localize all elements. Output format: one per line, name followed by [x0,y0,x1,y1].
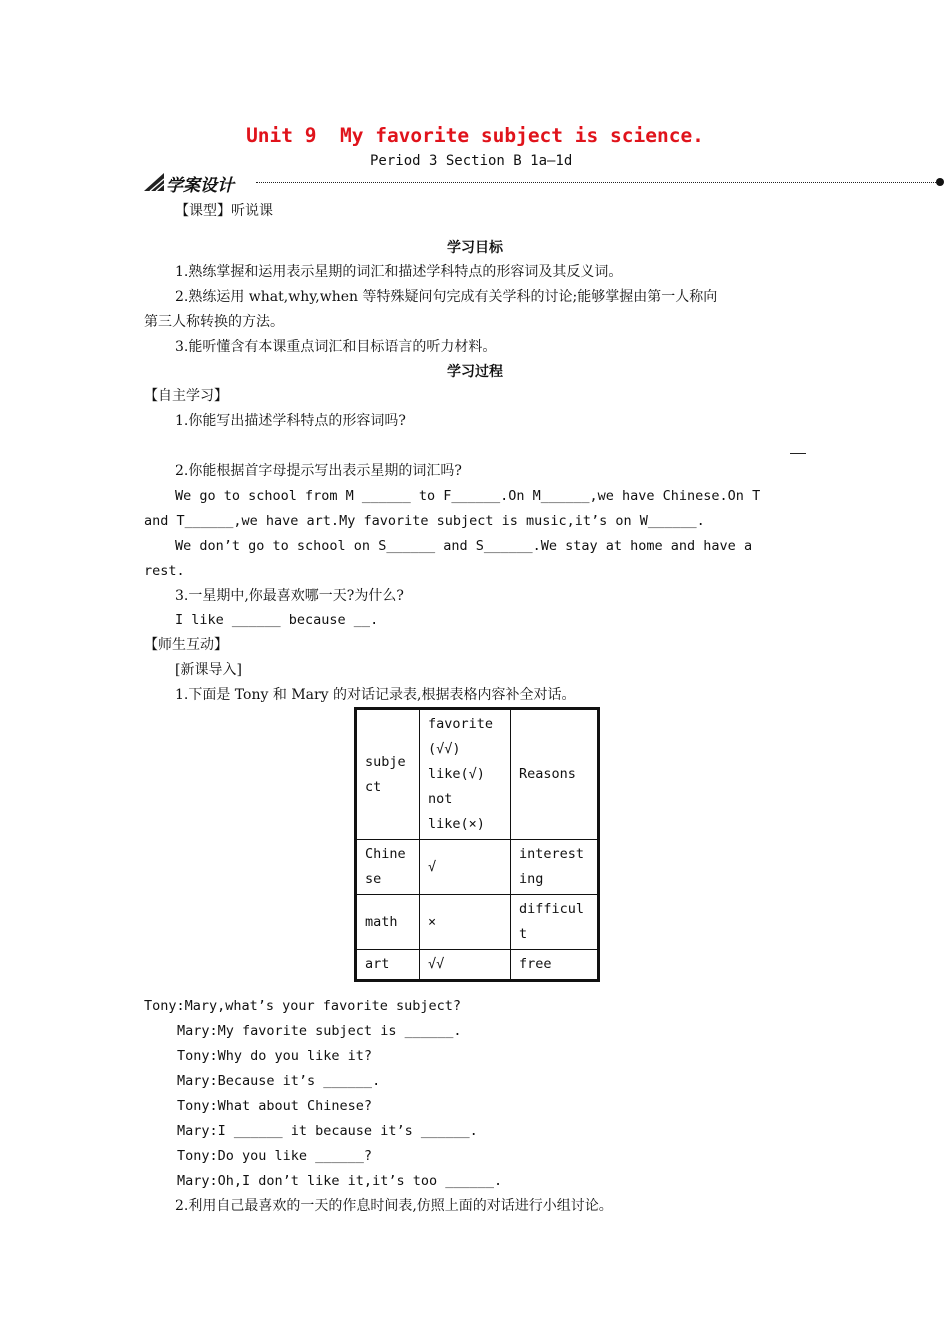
cell-subject: art [356,950,420,981]
cell-subject: math [356,895,420,950]
question-1: 1.你能写出描述学科特点的形容词吗? [175,413,406,429]
dialogue-line: Mary:My favorite subject is ______. [177,1023,462,1039]
table-row [356,895,599,950]
question-3-answer: I like ______ because __. [175,612,379,628]
task-1: 1.下面是 Tony 和 Mary 的对话记录表,根据表格内容补全对话。 [175,687,576,703]
cell-reason: free [511,950,599,981]
question-2-line-4: rest. [144,563,185,579]
self-study-heading: 【自主学习】 [144,388,228,404]
page-subtitle: Period 3 Section B 1a—1d [370,153,573,169]
objective-3: 3.能听懂含有本课重点词汇和目标语言的听力材料。 [175,339,497,355]
dialogue-line: Tony:Why do you like it? [177,1048,373,1064]
cell-reason: interest ing [511,840,599,895]
task-2: 2.利用自己最喜欢的一天的作息时间表,仿照上面的对话进行小组讨论。 [175,1198,613,1214]
header-preference: favorite (√√) like(√) not like(×) [420,709,511,840]
triangle-stripes-icon [144,173,164,191]
header-reasons: Reasons [511,709,599,840]
objective-1: 1.熟练掌握和运用表示星期的词汇和描述学科特点的形容词及其反义词。 [175,264,623,280]
divider-dot [936,178,944,186]
question-2-line-3: We don’t go to school on S______ and S______.We stay at home and have a [175,538,753,554]
interaction-heading: 【师生互动】 [144,637,228,653]
objective-2-cont: 第三人称转换的方法。 [144,314,284,330]
table-header-row [356,709,599,840]
question-2-line-2: and T______,we have art.My favorite subject is music,it’s on W______. [144,513,705,529]
cell-preference: √ [420,840,511,895]
subject-table [354,707,600,982]
section-banner: 学案设计 [166,176,234,196]
question-2-line-1: We go to school from M ______ to F______.On M______,we have Chinese.On T [175,488,761,504]
header-subject: subje ct [356,709,420,840]
cell-reason: difficul t [511,895,599,950]
table-row [356,840,599,895]
dialogue-line: Tony:Do you like ______? [177,1148,373,1164]
intro-label: [新课导入] [175,662,242,678]
table-row [356,950,599,981]
dialogue-line: Mary:Because it’s ______. [177,1073,381,1089]
cell-subject: Chine se [356,840,420,895]
page-title: Unit 9 My favorite subject is science. [246,124,704,147]
dialogue-line: Tony:Mary,what’s your favorite subject? [144,998,461,1014]
dialogue-line: Tony:What about Chinese? [177,1098,373,1114]
objective-2: 2.熟练运用 what,why,when 等特殊疑问句完成有关学科的讨论;能够掌握由第一人称向 [175,289,718,305]
objectives-heading: 学习目标 [447,240,503,256]
dotted-divider [256,182,936,183]
dialogue-line: Mary:Oh,I don’t like it,it’s too ______. [177,1173,503,1189]
lesson-type: 【课型】听说课 [175,203,273,219]
question-3: 3.一星期中,你最喜欢哪一天?为什么? [175,588,404,604]
cell-preference: √√ [420,950,511,981]
dialogue-line: Mary:I ______ it because it’s ______. [177,1123,478,1139]
cell-preference: × [420,895,511,950]
answer-line [790,453,806,454]
question-2: 2.你能根据首字母提示写出表示星期的词汇吗? [175,463,462,479]
process-heading: 学习过程 [447,364,503,380]
